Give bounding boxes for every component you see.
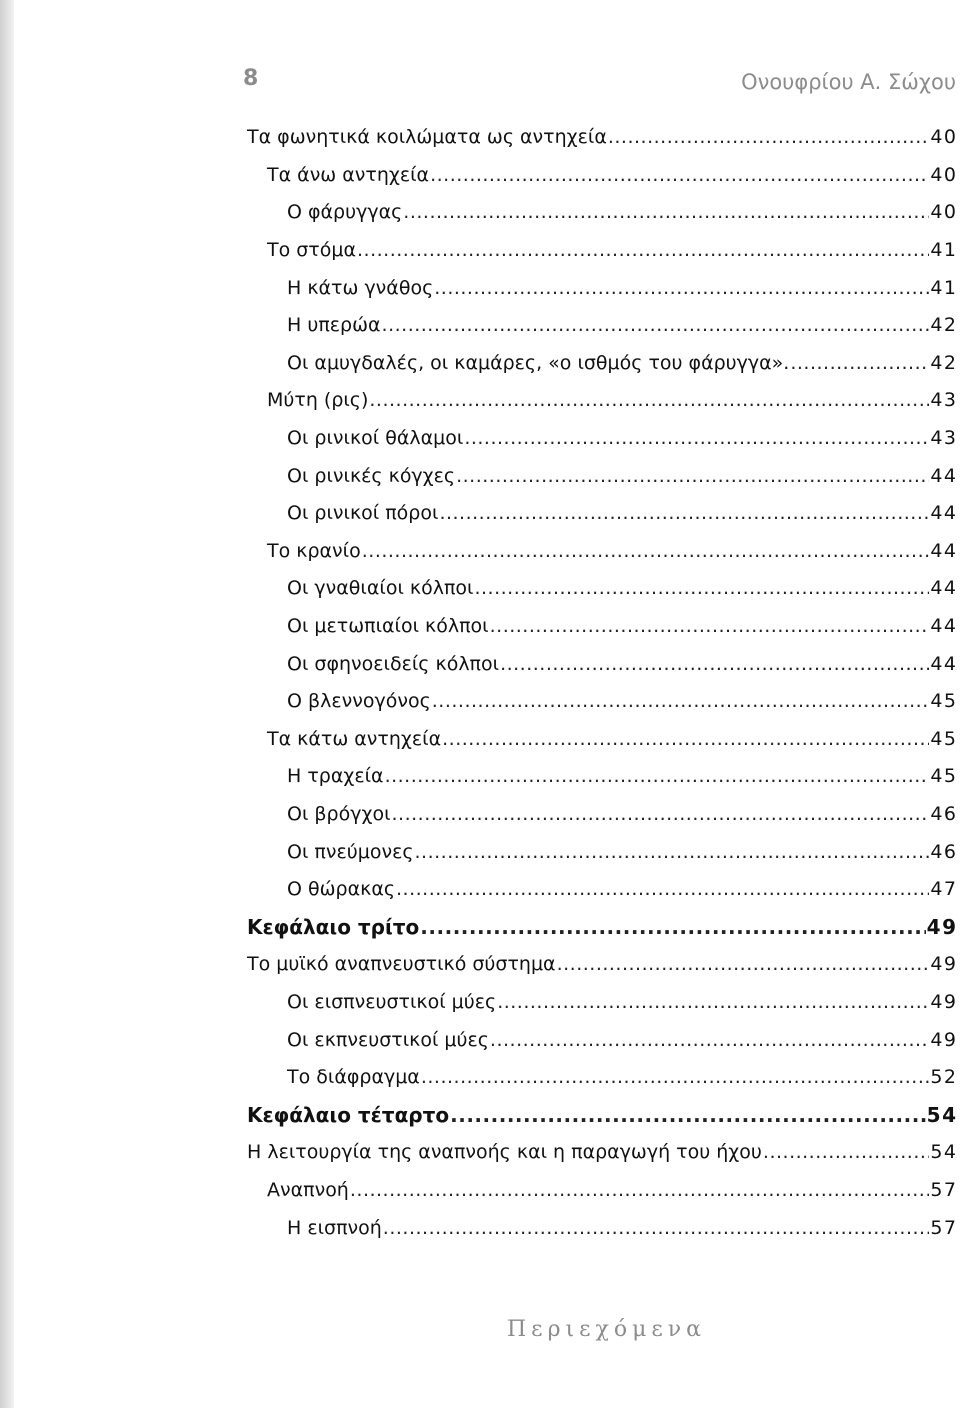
toc-entry[interactable] <box>247 420 956 458</box>
section-title-footer: Περιεχόμενα <box>507 1317 707 1342</box>
toc-entry[interactable] <box>247 495 956 533</box>
dot-leader <box>430 166 929 185</box>
dot-leader <box>362 542 930 561</box>
toc-entry-title: Οι βρόγχοι <box>287 802 391 825</box>
toc-entry-page-number: 46 <box>930 802 958 825</box>
dot-leader <box>385 767 930 786</box>
toc-entry[interactable] <box>247 457 956 495</box>
toc-entry-page-number: 44 <box>930 652 958 675</box>
toc-entry-page-number: 57 <box>930 1178 958 1201</box>
toc-entry-title: Οι εισπνευστικοί μύες <box>287 990 497 1013</box>
dot-leader <box>357 241 929 260</box>
toc-entry[interactable] <box>247 1059 956 1097</box>
toc-entry-title: Οι μετωπιαίοι κόλποι <box>287 615 489 638</box>
toc-entry[interactable] <box>247 307 956 345</box>
dot-leader <box>763 1143 929 1162</box>
toc-entry-page-number: 43 <box>930 427 958 450</box>
toc-entry-title: Κεφάλαιο τέταρτο <box>247 1103 450 1128</box>
dot-leader <box>383 1219 930 1238</box>
toc-entry-page-number: 49 <box>930 1028 958 1051</box>
toc-entry-page-number: 49 <box>930 990 958 1013</box>
dot-leader <box>490 1031 929 1050</box>
toc-entry-title: Κεφάλαιο τρίτο <box>247 915 420 940</box>
toc-entry[interactable] <box>247 1134 956 1172</box>
toc-entry[interactable] <box>247 796 956 834</box>
toc-entry-title: Τα άνω αντηχεία <box>267 163 430 186</box>
toc-entry-title: Η κάτω γνάθος <box>287 276 434 299</box>
toc-entry[interactable] <box>247 608 956 646</box>
dot-leader <box>456 467 929 486</box>
toc-entry-page-number: 42 <box>930 314 958 337</box>
toc-entry[interactable] <box>247 871 956 909</box>
dot-leader <box>432 692 930 711</box>
toc-entry[interactable] <box>247 1021 956 1059</box>
dot-leader <box>464 429 929 448</box>
toc-entry-page-number: 54 <box>930 1141 958 1164</box>
toc-entry-page-number: 44 <box>930 615 958 638</box>
toc-entry[interactable] <box>247 232 956 270</box>
toc-entry-page-number: 42 <box>930 351 958 374</box>
toc-entry[interactable] <box>247 645 956 683</box>
toc-entry[interactable] <box>247 157 956 195</box>
toc-entry-page-number: 46 <box>930 840 958 863</box>
toc-entry[interactable] <box>247 946 956 984</box>
toc-entry-title: Οι εκπνευστικοί μύες <box>287 1028 489 1051</box>
toc-entry-page-number: 54 <box>926 1103 958 1128</box>
toc-entry[interactable] <box>247 345 956 383</box>
toc-entry-title: Οι σφηνοειδείς κόλποι <box>287 652 500 675</box>
toc-entry-title: Οι ρινικές κόγχες <box>287 464 456 487</box>
toc-entry[interactable] <box>247 833 956 871</box>
toc-entry-page-number: 44 <box>930 502 958 525</box>
toc-entry-title: Οι αμυγδαλές, οι καμάρες, «ο ισθμός του φάρυγγα». <box>287 351 790 374</box>
toc-entry-page-number: 52 <box>930 1066 958 1089</box>
dot-leader <box>450 1106 926 1125</box>
toc-entry[interactable] <box>247 1209 956 1247</box>
dot-leader <box>396 880 929 899</box>
toc-entry-title: Οι γναθιαίοι κόλποι <box>287 577 474 600</box>
dot-leader <box>439 504 929 523</box>
toc-entry-page-number: 44 <box>930 539 958 562</box>
toc-chapter-entry[interactable] <box>247 1096 956 1134</box>
toc-entry[interactable] <box>247 382 956 420</box>
toc-entry-page-number: 40 <box>930 126 958 149</box>
toc-entry-page-number: 45 <box>930 727 958 750</box>
toc-entry-title: Η τραχεία <box>287 765 384 788</box>
dot-leader <box>382 316 930 335</box>
toc-entry-title: Το διάφραγμα <box>287 1066 420 1089</box>
toc-entry-title: Οι πνεύμονες <box>287 840 414 863</box>
toc-entry-page-number: 43 <box>930 389 958 412</box>
dot-leader <box>421 1068 929 1087</box>
toc-entry[interactable] <box>247 984 956 1022</box>
toc-entry-title: Το μυϊκό αναπνευστικό σύστημα <box>247 953 556 976</box>
toc-entry-page-number: 49 <box>926 915 958 940</box>
toc-entry-page-number: 41 <box>930 276 958 299</box>
toc-entry[interactable] <box>247 269 956 307</box>
toc-entry-title: Η εισπνοή <box>287 1216 382 1239</box>
dot-leader <box>442 730 929 749</box>
dot-leader <box>608 128 929 147</box>
page-edge-shadow <box>0 0 14 1408</box>
toc-entry-title: Τα κάτω αντηχεία <box>267 727 442 750</box>
dot-leader <box>557 955 930 974</box>
toc-entry-title: Ο θώρακας <box>287 878 395 901</box>
running-head: Ονουφρίου Α. Σώχου <box>741 70 956 94</box>
dot-leader <box>403 203 929 222</box>
toc-entry[interactable] <box>247 683 956 721</box>
page-number: 8 <box>243 66 259 91</box>
dot-leader <box>392 805 930 824</box>
toc-entry-title: Αναπνοή <box>267 1178 349 1201</box>
toc-entry-page-number: 41 <box>930 239 958 262</box>
toc-entry[interactable] <box>247 1172 956 1210</box>
dot-leader <box>434 279 929 298</box>
toc-entry-title: Μύτη (ρις) <box>267 389 369 412</box>
dot-leader <box>415 843 930 862</box>
toc-entry[interactable] <box>247 570 956 608</box>
toc-entry-title: Η λειτουργία της αναπνοής και η παραγωγή του ήχου <box>247 1141 762 1164</box>
toc-entry-title: Οι ρινικοί πόροι <box>287 502 439 525</box>
toc-entry-page-number: 45 <box>930 765 958 788</box>
toc-entry-page-number: 57 <box>930 1216 958 1239</box>
dot-leader <box>490 617 930 636</box>
toc-entry-page-number: 45 <box>930 690 958 713</box>
dot-leader <box>369 391 929 410</box>
toc-entry[interactable] <box>247 758 956 796</box>
dot-leader <box>350 1181 929 1200</box>
toc-entry[interactable] <box>247 533 956 571</box>
dot-leader <box>790 354 929 373</box>
toc-entry-title: Τα φωνητικά κοιλώματα ως αντηχεία <box>247 126 607 149</box>
toc-entry-title: Το στόμα <box>267 239 356 262</box>
toc-entry-title: Οι ρινικοί θάλαμοι <box>287 427 464 450</box>
toc-entry-title: Ο φάρυγγας <box>287 201 403 224</box>
toc-entry-page-number: 49 <box>930 953 958 976</box>
toc-entry[interactable] <box>247 119 956 157</box>
toc-entry-page-number: 40 <box>930 201 958 224</box>
toc-entry-title: Το κρανίο <box>267 539 361 562</box>
toc-chapter-entry[interactable] <box>247 908 956 946</box>
toc-entry-page-number: 40 <box>930 163 958 186</box>
dot-leader <box>500 655 929 674</box>
toc-entry-page-number: 44 <box>930 577 958 600</box>
toc-entry-page-number: 44 <box>930 464 958 487</box>
toc-entry[interactable] <box>247 194 956 232</box>
table-of-contents <box>247 119 956 1247</box>
dot-leader <box>497 993 929 1012</box>
toc-entry-title: Ο βλεννογόνος <box>287 690 431 713</box>
toc-entry-page-number: 47 <box>930 878 958 901</box>
toc-entry-title: Η υπερώα <box>287 314 381 337</box>
toc-entry[interactable] <box>247 721 956 759</box>
dot-leader <box>420 918 925 937</box>
dot-leader <box>474 579 929 598</box>
